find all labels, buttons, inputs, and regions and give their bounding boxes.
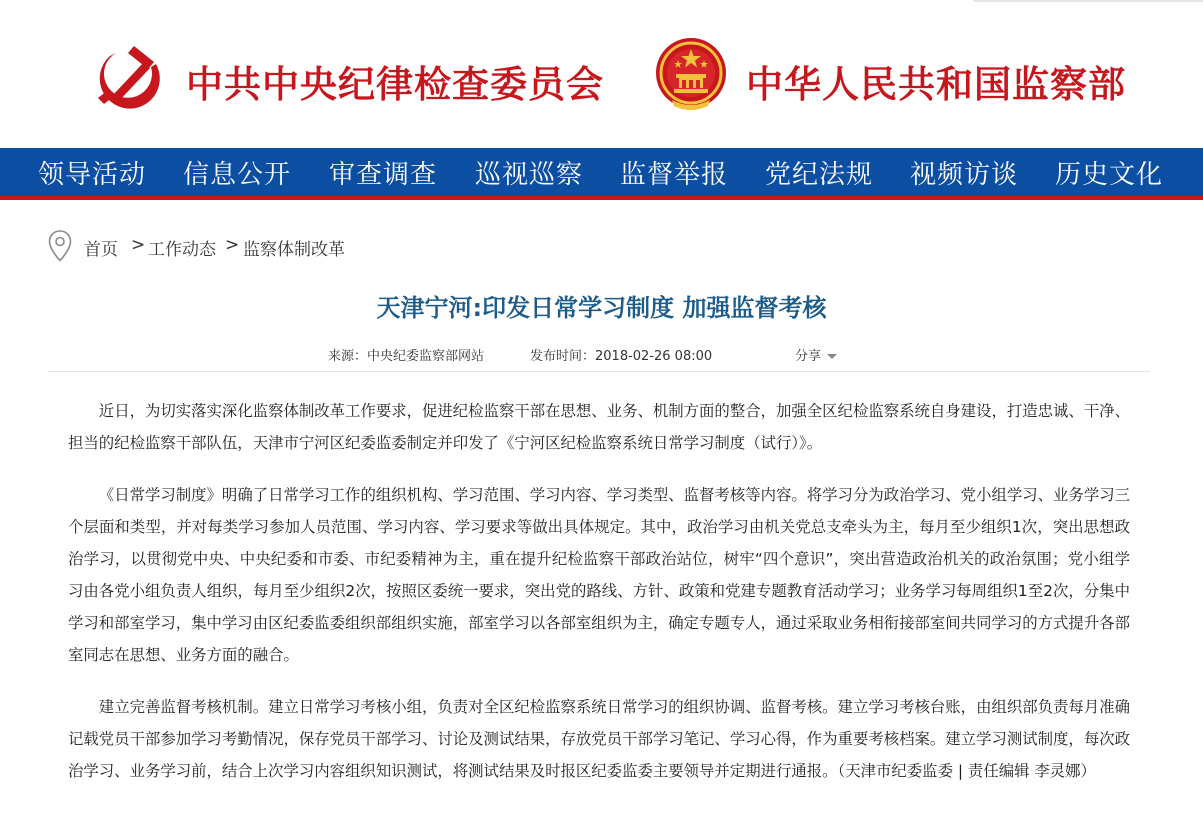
article-publish-time: 发布时间：2018-02-26 08:00 (530, 349, 713, 364)
site-header (0, 0, 1203, 148)
nav-item-inspection[interactable]: 巡视巡察 (475, 160, 584, 190)
chevron-down-icon (827, 354, 837, 359)
article-paragraph: 建立完善监督考核机制。建立日常学习考核小组，负责对全区纪检监察系统日常学习的组织协调、监督考核。建立学习考核台账，由组织部负责每月准确记载党员干部参加学习考勤情况，保存党员干部学习、讨论及测试结果，存放党员干部学习笔记、学习心得，作为重要考核档案。建立学习测试制度，每次政治学习、业务学习前，结合上次学习内容组织知识测试，将测试结果及时报区纪委监委主要领导并定期进行通报。（天津市纪委监委 | 责任编辑 李灵娜） (68, 698, 1130, 780)
breadcrumb-home[interactable]: 首页 (84, 240, 118, 260)
nav-item-report[interactable]: 监督举报 (620, 160, 729, 190)
breadcrumb-separator: > (225, 235, 240, 255)
nav-item-regulations[interactable]: 党纪法规 (765, 160, 874, 190)
location-pin-icon (48, 230, 72, 262)
nav-item-investigation[interactable]: 审查调查 (329, 160, 438, 190)
share-button[interactable] (795, 345, 837, 364)
article-body (68, 395, 1130, 807)
article-paragraph: 《日常学习制度》明确了日常学习工作的组织机构、学习范围、学习内容、学习类型、监督考核等内容。将学习分为政治学习、党小组学习、业务学习三个层面和类型，并对每类学习参加人员范围、学习内容、学习要求等做出具体规定。其中，政治学习由机关党总支牵头为主，每月至少组织1次，突出思想政治学习，以贯彻党中央、中央纪委和市委、市纪委精神为主，重在提升纪检监察干部政治站位，树牢“四个意识”，突出营造政治机关的政治氛围；党小组学习由各党小组负责人组织，每月至少组织2次，按照区委统一要求，突出党的路线、方针、政策和党建专题教育活动学习；业务学习每周组织1至2次，分集中学习和部室学习，集中学习由区纪委监委组织部组织实施，部室学习以各部室组织为主，确定专题专人，通过采取业务相衔接部室间共同学习的方式提升各部室同志在思想、业务方面的融合。 (68, 486, 1130, 664)
meta-divider (48, 371, 1150, 372)
header-top-line (973, 0, 1203, 2)
nav-item-history[interactable]: 历史文化 (1055, 160, 1164, 190)
breadcrumb-work-news[interactable]: 工作动态 (148, 240, 216, 260)
breadcrumb-separator: > (131, 235, 146, 255)
article-title: 天津宁河:印发日常学习制度 加强监督考核 (376, 294, 827, 322)
mos-site-title[interactable]: 中华人民共和国监察部 (746, 62, 1126, 106)
national-emblem-icon[interactable] (654, 36, 728, 112)
article-source: 来源：中央纪委监察部网站 (328, 349, 485, 364)
nav-item-leadership[interactable]: 领导活动 (38, 160, 147, 190)
ccdi-site-title[interactable]: 中共中央纪律检查委员会 (186, 62, 604, 106)
party-emblem-icon[interactable] (94, 36, 168, 110)
breadcrumb-supervision-reform[interactable]: 监察体制改革 (243, 240, 345, 260)
main-nav (0, 148, 1203, 200)
share-label: 分享 (795, 349, 822, 364)
nav-item-info-disclosure[interactable]: 信息公开 (183, 160, 292, 190)
article-paragraph: 近日，为切实落实深化监察体制改革工作要求，促进纪检监察干部在思想、业务、机制方面的整合，加强全区纪检监察系统自身建设，打造忠诚、干净、担当的纪检监察干部队伍，天津市宁河区纪委监委制定并印发了《宁河区纪检监察系统日常学习制度（试行）》。 (68, 402, 1130, 452)
nav-item-video[interactable]: 视频访谈 (910, 160, 1019, 190)
